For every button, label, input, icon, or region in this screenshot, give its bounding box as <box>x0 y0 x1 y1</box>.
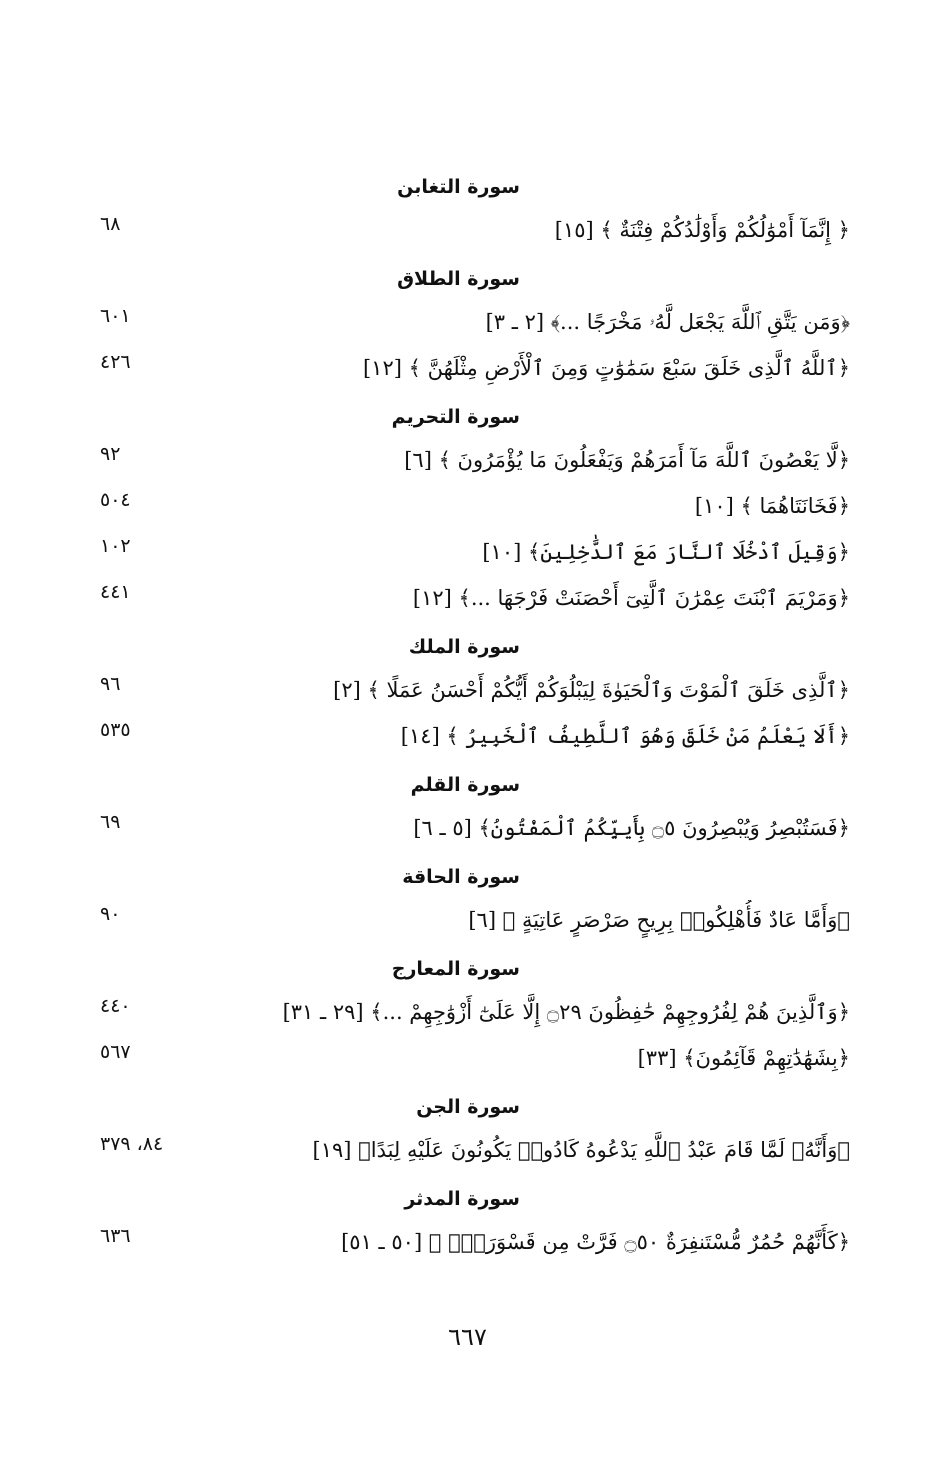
page-reference: ٥٣٥ <box>100 719 131 741</box>
verse-text: ﴿ٱللَّهُ ٱلَّذِى خَلَقَ سَبْعَ سَمَٰوَٰتٍ وَمِنَ ٱلْأَرْضِ مِثْلَهُنَّ ﴾ [١٢] <box>362 356 850 380</box>
verse-entry <box>90 440 850 486</box>
verse-index <box>90 164 850 1268</box>
verse-entry <box>90 348 850 394</box>
verse-entry <box>90 808 850 854</box>
page-reference: ٥٠٤ <box>100 489 131 511</box>
page-reference: ٨٤، ٣٧٩ <box>100 1133 164 1155</box>
verse-text: ﴿ إِنَّمَآ أَمْوَٰلُكُمْ وَأَوْلَٰدُكُمْ فِتْنَةٌ ﴾ [١٥] <box>554 218 850 242</box>
verse-text: ﴿وَأَنَّهُۥ لَمَّا قَامَ عَبْدُ ٱللَّهِ يَدْعُوهُ كَادُوا۟ يَكُونُونَ عَلَيْهِ لِبَدًا﴾ [١٩] <box>312 1138 850 1162</box>
surah-heading: سورة القلم <box>410 774 520 796</box>
verse-entry <box>90 900 850 946</box>
page-reference: ٩٠ <box>100 903 121 925</box>
surah-heading: سورة المعارج <box>391 958 520 980</box>
surah-heading: سورة المدثر <box>404 1188 520 1210</box>
verse-entry <box>90 716 850 762</box>
verse-text: ﴿وَمَرْيَمَ ٱبْنَتَ عِمْرَٰنَ ٱلَّتِىٓ أَحْصَنَتْ فَرْجَهَا ...﴾ [١٢] <box>412 586 850 610</box>
verse-entry <box>90 670 850 716</box>
page-reference: ٦٨ <box>100 213 121 235</box>
verse-text: ﴿وَأَمَّا عَادٌ فَأُهْلِكُوا۟ بِرِيحٍ صَرْصَرٍ عَاتِيَةٍ ﴾ [٦] <box>468 908 850 932</box>
surah-heading: سورة التحريم <box>391 406 520 428</box>
verse-entry <box>90 578 850 624</box>
page-reference: ١٠٢ <box>100 535 131 557</box>
verse-text: ﴿فَسَتُبْصِرُ وَيُبْصِرُونَ ۝٥ بِأَييِّكُمُ ٱلْمَفْتُونُ﴾ [٥ ـ ٦] <box>413 816 850 840</box>
verse-text: ﴿لَّا يَعْصُونَ ٱللَّهَ مَآ أَمَرَهُمْ وَيَفْعَلُونَ مَا يُؤْمَرُونَ ﴾ [٦] <box>404 448 850 472</box>
verse-entry <box>90 1038 850 1084</box>
page-reference: ٤٤١ <box>100 581 131 603</box>
verse-text: ﴿أَلَا يَعْلَمُ مَنْ خَلَقَ وَهُوَ ٱللَّطِيفُ ٱلْخَبِيرُ ﴾ [١٤] <box>400 724 850 748</box>
page-reference: ٩٢ <box>100 443 121 465</box>
page-reference: ٤٤٠ <box>100 995 131 1017</box>
page-reference: ٦٠١ <box>100 305 131 327</box>
page-number: ٦٦٧ <box>448 1323 487 1351</box>
page-reference: ٩٦ <box>100 673 121 695</box>
verse-text: ﴿فَخَانَتَاهُمَا ﴾ [١٠] <box>694 494 850 518</box>
surah-heading: سورة التغابن <box>397 176 520 198</box>
verse-entry <box>90 486 850 532</box>
verse-entry <box>90 1130 850 1176</box>
surah-heading: سورة الملك <box>408 636 520 658</box>
verse-text: ﴿وَمَن يَتَّقِ ٱللَّهَ يَجْعَل لَّهُۥ مَخْرَجًا ...﴾ [٢ ـ ٣] <box>485 310 850 334</box>
verse-text: ﴿وَٱلَّذِينَ هُمْ لِفُرُوجِهِمْ حَٰفِظُونَ ۝٢٩ إِلَّا عَلَىٰٓ أَزْوَٰجِهِمْ ...﴾ [٢٩ ـ ٣١] <box>282 1000 850 1024</box>
verse-entry <box>90 210 850 256</box>
verse-text: ﴿وَقِيلَ ٱدْخُلَا ٱلنَّارَ مَعَ ٱلدَّٰخِلِينَ﴾ [١٠] <box>482 540 850 564</box>
verse-entry <box>90 302 850 348</box>
verse-text: ﴿ٱلَّذِى خَلَقَ ٱلْمَوْتَ وَٱلْحَيَوٰةَ لِيَبْلُوَكُمْ أَيُّكُمْ أَحْسَنُ عَمَلًا ﴾ [٢] <box>333 678 850 702</box>
page-reference: ٦٣٦ <box>100 1225 131 1247</box>
page-reference: ٤٢٦ <box>100 351 131 373</box>
page-reference: ٥٦٧ <box>100 1041 131 1063</box>
surah-heading: سورة الحاقة <box>402 866 520 888</box>
surah-heading: سورة الطلاق <box>397 268 520 290</box>
verse-text: ﴿كَأَنَّهُمْ حُمُرٌ مُّسْتَنفِرَةٌ ۝٥٠ فَرَّتْ مِن قَسْوَرَةٍۭ ﴾ [٥٠ ـ ٥١] <box>341 1230 850 1254</box>
surah-heading: سورة الجن <box>416 1096 520 1118</box>
verse-text: ﴿بِشَهَٰدَٰتِهِمْ قَآئِمُونَ﴾ [٣٣] <box>637 1046 850 1070</box>
verse-entry <box>90 1222 850 1268</box>
verse-entry <box>90 992 850 1038</box>
verse-entry <box>90 532 850 578</box>
page-reference: ٦٩ <box>100 811 121 833</box>
